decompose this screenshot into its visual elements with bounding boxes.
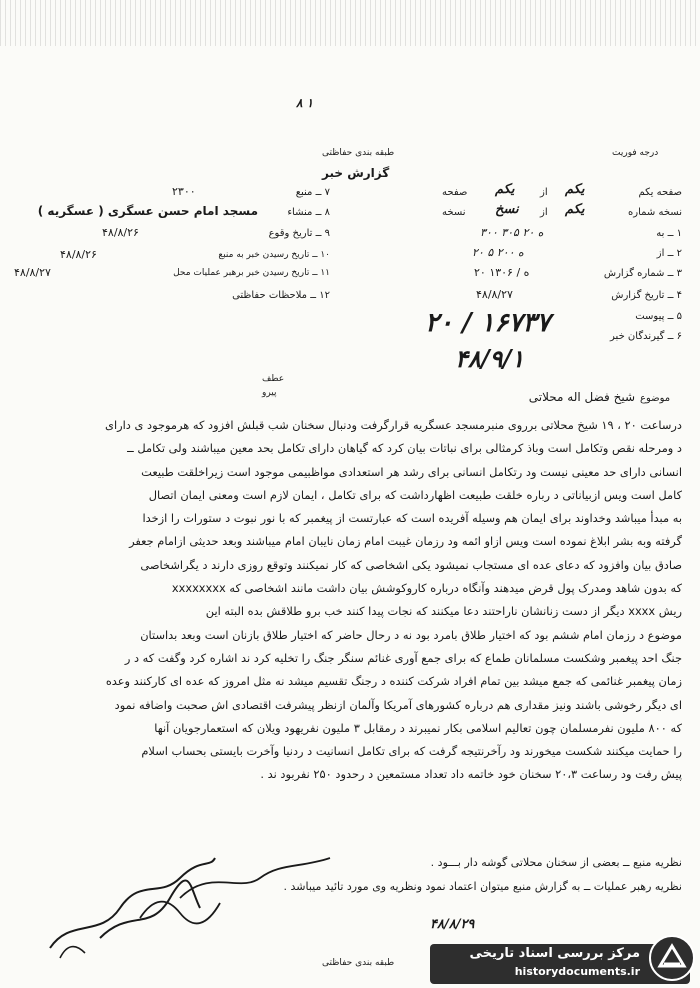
copy-field-hand: یکم (565, 202, 585, 217)
field-occurrence-date-label: ۹ ــ تاریخ وقوع (268, 228, 330, 239)
field-received-leader-value: ۴۸/۸/۲۷ (14, 266, 51, 279)
field-received-leader-label: ۱۱ ــ تاریخ رسیدن خبر برهبر عملیات محل (173, 268, 330, 278)
body-line: صادق بیان وافزود که دعای عده ای مستجاب نمیشود یکی اشخاصی که کار نمیکنند وتوقع روزی دارند د یگراشخاصی (140, 557, 682, 572)
footer-classification: طبقه بندی حفاظتی (322, 958, 395, 968)
body-line: ای دیگر رخوشی باشند ونیز مقداری هم درباره کشورهای آمریکا وآلمان ازنظر پیشرفت اقتصادی اش صحبت واضافه نمود (114, 697, 682, 712)
page-field-hand: یکم (565, 182, 585, 197)
signature-scribble (40, 838, 370, 968)
field-report-date-label: ۴ ــ تاریخ گزارش (611, 290, 682, 301)
bottom-handwritten-date: ۴۸/۸/۲۹ (430, 917, 475, 932)
field-to-label: ۱ ــ به (656, 228, 682, 239)
page-field-label: صفحه یکم (638, 187, 682, 198)
field-from-value: ۲۰ ه ۲۰۰ ۵ (472, 246, 524, 259)
report-title: گزارش خبر (322, 166, 390, 180)
body-line: درساعت ۲۰ ، ۱۹ شیخ محلاتی برروی منبرمسجد عسگریه قرارگرفت ودنبال سخنان شب قبلش افزود که هرموجود ی دارای (105, 418, 682, 432)
field-report-date-value: ۴۸/۸/۲۷ (476, 288, 513, 301)
field-report-number-value: ۲۰ ه / ۱۳۰۶ (474, 266, 530, 279)
subject-label: موضوع (640, 393, 671, 404)
field-occurrence-date-value: ۴۸/۸/۲۶ (102, 226, 139, 239)
field-security-notes-label: ۱۲ ــ ملاحظات حفاظتی (232, 290, 330, 301)
body-line: را حمایت میکنند شکست میخورند ود رآخرنتیجه گرفت که برای تکامل انسانیت د ردنیا وآخرت بایستی بحساب اسلام (141, 744, 682, 759)
archive-logo-icon (648, 934, 696, 982)
field-received-source-label: ۱۰ ــ تاریخ رسیدن خبر به منبع (218, 250, 330, 260)
field-origin-label: ۸ ــ منشاء (287, 207, 330, 218)
copy-field-tail: نسخه (442, 207, 466, 218)
body-line: که ۸۰۰ ملیون نفرمسلمان چون تعالیم اسلامی بکار نمیبرند د رمقابل ۳ ملیون نفریهود ویلان که استعمارجویان آنها (154, 720, 682, 735)
copy-field-of: از (540, 207, 548, 218)
top-handwritten-mark: ۸ ۱ (296, 96, 314, 110)
page-field-tail: صفحه (442, 187, 468, 198)
body-line: انسانی دارای حد معینی نیست ود رتکامل انسانی برای رشد هر استعدادی مواظبیمی موجود است زیراخلقت طبیعت (141, 464, 682, 479)
body-line: جنگ احد پیغمبر وشکست مسلمانان طماع که برای جمع آوری غنائم سنگر جنگ را تخلیه کرد ند اشاره کرد وگفت که د ر (124, 650, 682, 665)
field-from-label: ۲ ــ از (656, 248, 682, 259)
handwritten-date: ۴۸/۹/۱ (455, 344, 525, 373)
field-received-source-value: ۴۸/۸/۲۶ (60, 248, 97, 261)
source-opinion: نظریه منبع ــ بعضی از سخنان محلاتی گوشه دار بـــود . (430, 856, 682, 869)
classification-header: طبقه بندی حفاظتی (322, 148, 395, 158)
field-origin-value: مسجد امام حسن عسگری ( عسگریه ) (37, 204, 258, 218)
body-line: د ومرحله نقص وتکامل است وباذ کرمثالی برای نباتات بیان کرد که گیاهان دارای تکامل بحد معین میباشند ولی تکامل ــ (127, 441, 682, 456)
body-line: به مبدأ میباشد وخداوند برای ایمان هم وسیله آفریده است که عبارتست از پیغمبر که با نور نبوت د ستورات را ازخدا (142, 511, 682, 526)
leader-opinion: نظریه رهبر عملیات ــ به گزارش منبع میتوان اعتماد نمود ونظریه وی مورد تائید میباشد . (283, 880, 682, 893)
watermark-title: مرکز بررسی اسناد تاریخی (469, 946, 640, 961)
report-body (14, 414, 682, 787)
scan-noise (0, 0, 700, 46)
field-to-value: ۳۰۰ ه ۲۰ ۳۰۵ (480, 226, 544, 239)
body-line: کامل است ویس ازبیاناتی د رباره خلقت طبیعت اظهارداشت که برای تکامل ، ایمان لازم است ومعنی ایمان اتصال (148, 487, 682, 502)
page-field-of: از (540, 187, 548, 198)
body-line: پیش رفت ود رساعت ۲۰،۳ سخنان خود خاتمه داد تعداد مستمعین د رحدود ۲۵۰ نفربود ند . (260, 767, 682, 782)
body-line: که بدون شاهد ومدرک پول قرض میدهند وآنگاه درباره کاروکوشش بیان داشت مانند اشخاصی که xxxxxxxx (171, 581, 682, 596)
field-source-value: ۲۳۰۰ (172, 185, 196, 198)
field-report-number-label: ۳ ــ شماره گزارش (603, 268, 682, 279)
body-line: گرفته وبه بشر ابلاغ نموده است ویس ازاو ائمه ود رزمان غیبت امام زمان نایبان امام میباشند وبعد حدیثی ازامام جعفر (129, 534, 682, 549)
page-field-hand2: یکم (495, 182, 515, 197)
subject-value: شیخ فضل اله محلاتی (528, 390, 635, 404)
copy-field-label: نسخه شماره (628, 207, 682, 218)
field-recipients-label: ۶ ــ گیرندگان خبر (610, 331, 682, 342)
body-line: موضوع د رزمان امام ششم بود که اختیار طلاق بامرد بود نه د رحال حاضر که اختیار طلاق بازنان است وبعد بداستان (140, 627, 682, 642)
copy-field-hand2: نسخ (495, 202, 519, 217)
field-attachment-label: ۵ ــ پیوست (635, 311, 682, 322)
body-line: ریش xxxx دیگر از دست زنانشان ناراحتند دعا میکنند که نجات پیدا کنند خب برو طلاقش بده البته این (205, 604, 682, 619)
body-line: زمان پیغمبر غنائمی که جمع میشد بین تمام افراد شرکت کننده د رجنگ تقسیم میشد نه مثل امروز که عده ای کارکنند وعده (105, 674, 682, 689)
reference-label: عطف (262, 374, 285, 384)
followup-label: پیرو (262, 388, 277, 398)
urgency-label: درجه فوریت (612, 148, 659, 158)
watermark-url: historydocuments.ir (514, 965, 640, 978)
field-source-label: ۷ ــ منبع (295, 187, 330, 198)
handwritten-registry-number: ۲۰ / ۱۶۷۳۷ (425, 308, 551, 338)
